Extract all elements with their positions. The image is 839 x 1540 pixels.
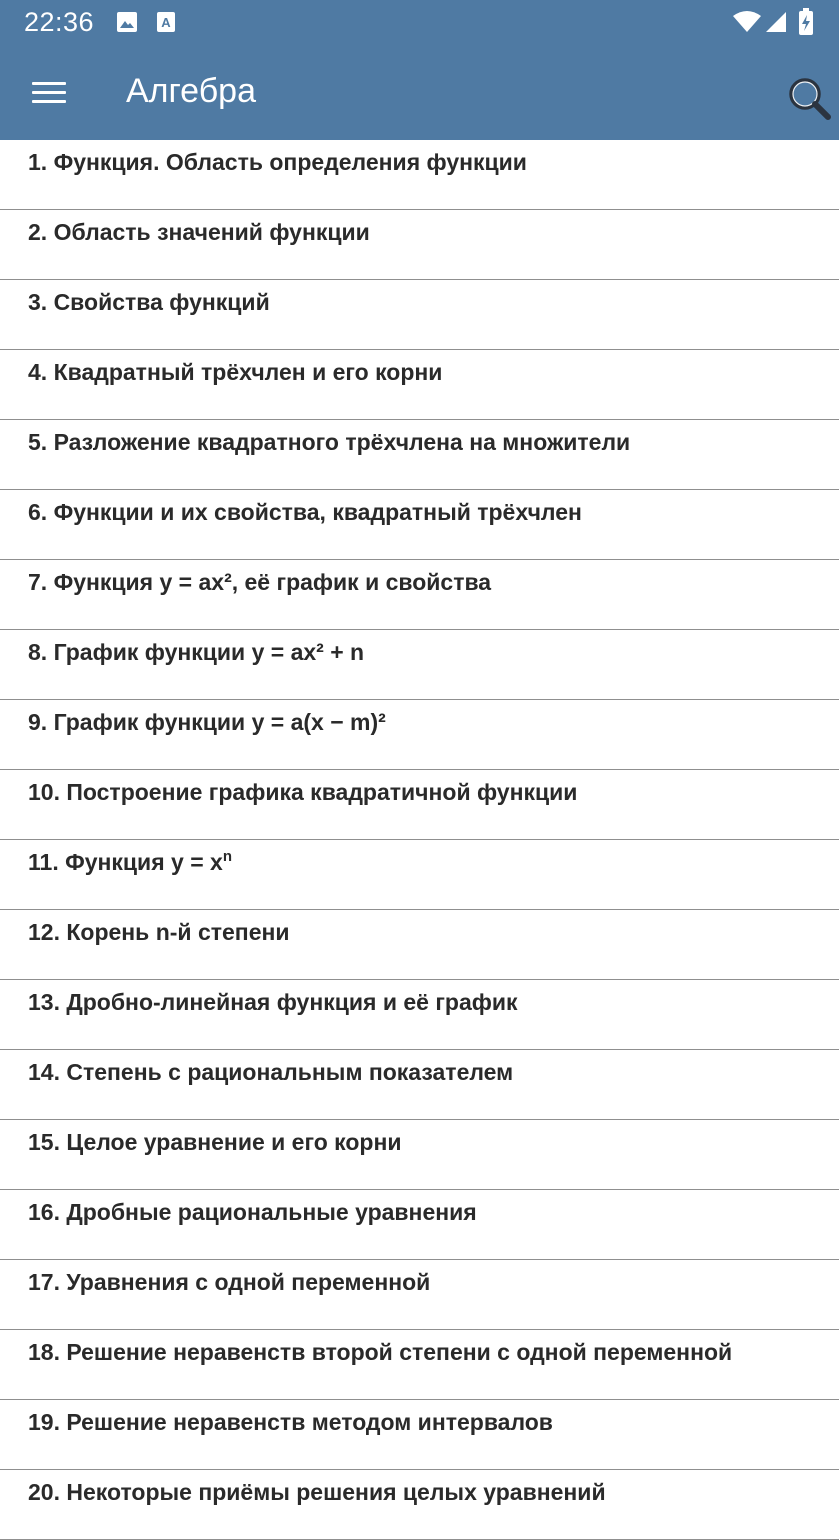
list-item-label: 5. Разложение квадратного трёхчлена на множители (28, 429, 631, 455)
search-icon[interactable] (784, 74, 834, 124)
list-item[interactable] (0, 1260, 839, 1330)
list-item-label: 19. Решение неравенств методом интервалов (28, 1409, 553, 1435)
page-title: Алгебра (126, 72, 256, 110)
list-item[interactable] (0, 420, 839, 490)
list-item[interactable] (0, 490, 839, 560)
hamburger-menu-icon[interactable] (24, 72, 74, 112)
list-item[interactable] (0, 1050, 839, 1120)
list-item[interactable] (0, 980, 839, 1050)
battery-icon (798, 8, 814, 36)
list-item[interactable] (0, 280, 839, 350)
status-bar (0, 0, 839, 44)
list-item-label: 13. Дробно-линейная функция и её график (28, 989, 518, 1015)
list-item[interactable] (0, 560, 839, 630)
topic-list (0, 140, 839, 1540)
app-bar (0, 44, 839, 140)
svg-text:A: A (161, 15, 171, 30)
list-item-label: 4. Квадратный трёхчлен и его корни (28, 359, 443, 385)
wifi-icon (732, 10, 762, 34)
list-item-label: 14. Степень с рациональным показателем (28, 1059, 514, 1085)
list-item-label: 2. Область значений функции (28, 219, 370, 245)
list-item-label: 12. Корень n-й степени (28, 919, 290, 945)
list-item-label: 16. Дробные рациональные уравнения (28, 1199, 477, 1225)
list-item-label: 9. График функции y = a(x − m)² (28, 709, 386, 735)
list-item-label: 11. Функция $y = x^n$ (28, 848, 232, 875)
image-icon (116, 11, 138, 33)
list-item[interactable] (0, 840, 839, 910)
list-item[interactable] (0, 1470, 839, 1540)
list-item[interactable] (0, 1330, 839, 1400)
a-notification-icon (156, 11, 176, 33)
list-item[interactable] (0, 1400, 839, 1470)
list-item-label: 3. Свойства функций (28, 289, 270, 315)
list-item[interactable] (0, 210, 839, 280)
list-item-label: 7. Функция y = ax², её график и свойства (28, 569, 492, 595)
signal-icon (764, 10, 788, 34)
list-item[interactable] (0, 140, 839, 210)
superscript: n (222, 848, 232, 865)
status-time: 22:36 (24, 7, 95, 37)
list-item[interactable] (0, 1120, 839, 1190)
list-item-label: 18. Решение неравенств второй степени с одной переменной (28, 1339, 733, 1365)
list-item-label: 1. Функция. Область определения функции (28, 149, 527, 175)
list-item-label: 10. Построение графика квадратичной функции (28, 779, 578, 805)
list-item[interactable] (0, 630, 839, 700)
list-item[interactable] (0, 770, 839, 840)
list-item-label: 17. Уравнения с одной переменной (28, 1269, 431, 1295)
list-item[interactable] (0, 350, 839, 420)
list-item[interactable] (0, 910, 839, 980)
list-item-label: 20. Некоторые приёмы решения целых уравнений (28, 1479, 606, 1505)
list-item[interactable] (0, 1190, 839, 1260)
list-item-label: 6. Функции и их свойства, квадратный трёхчлен (28, 499, 582, 525)
list-item-label: 15. Целое уравнение и его корни (28, 1129, 402, 1155)
list-item[interactable] (0, 700, 839, 770)
list-item-label: 8. График функции y = ax² + n (28, 639, 365, 665)
